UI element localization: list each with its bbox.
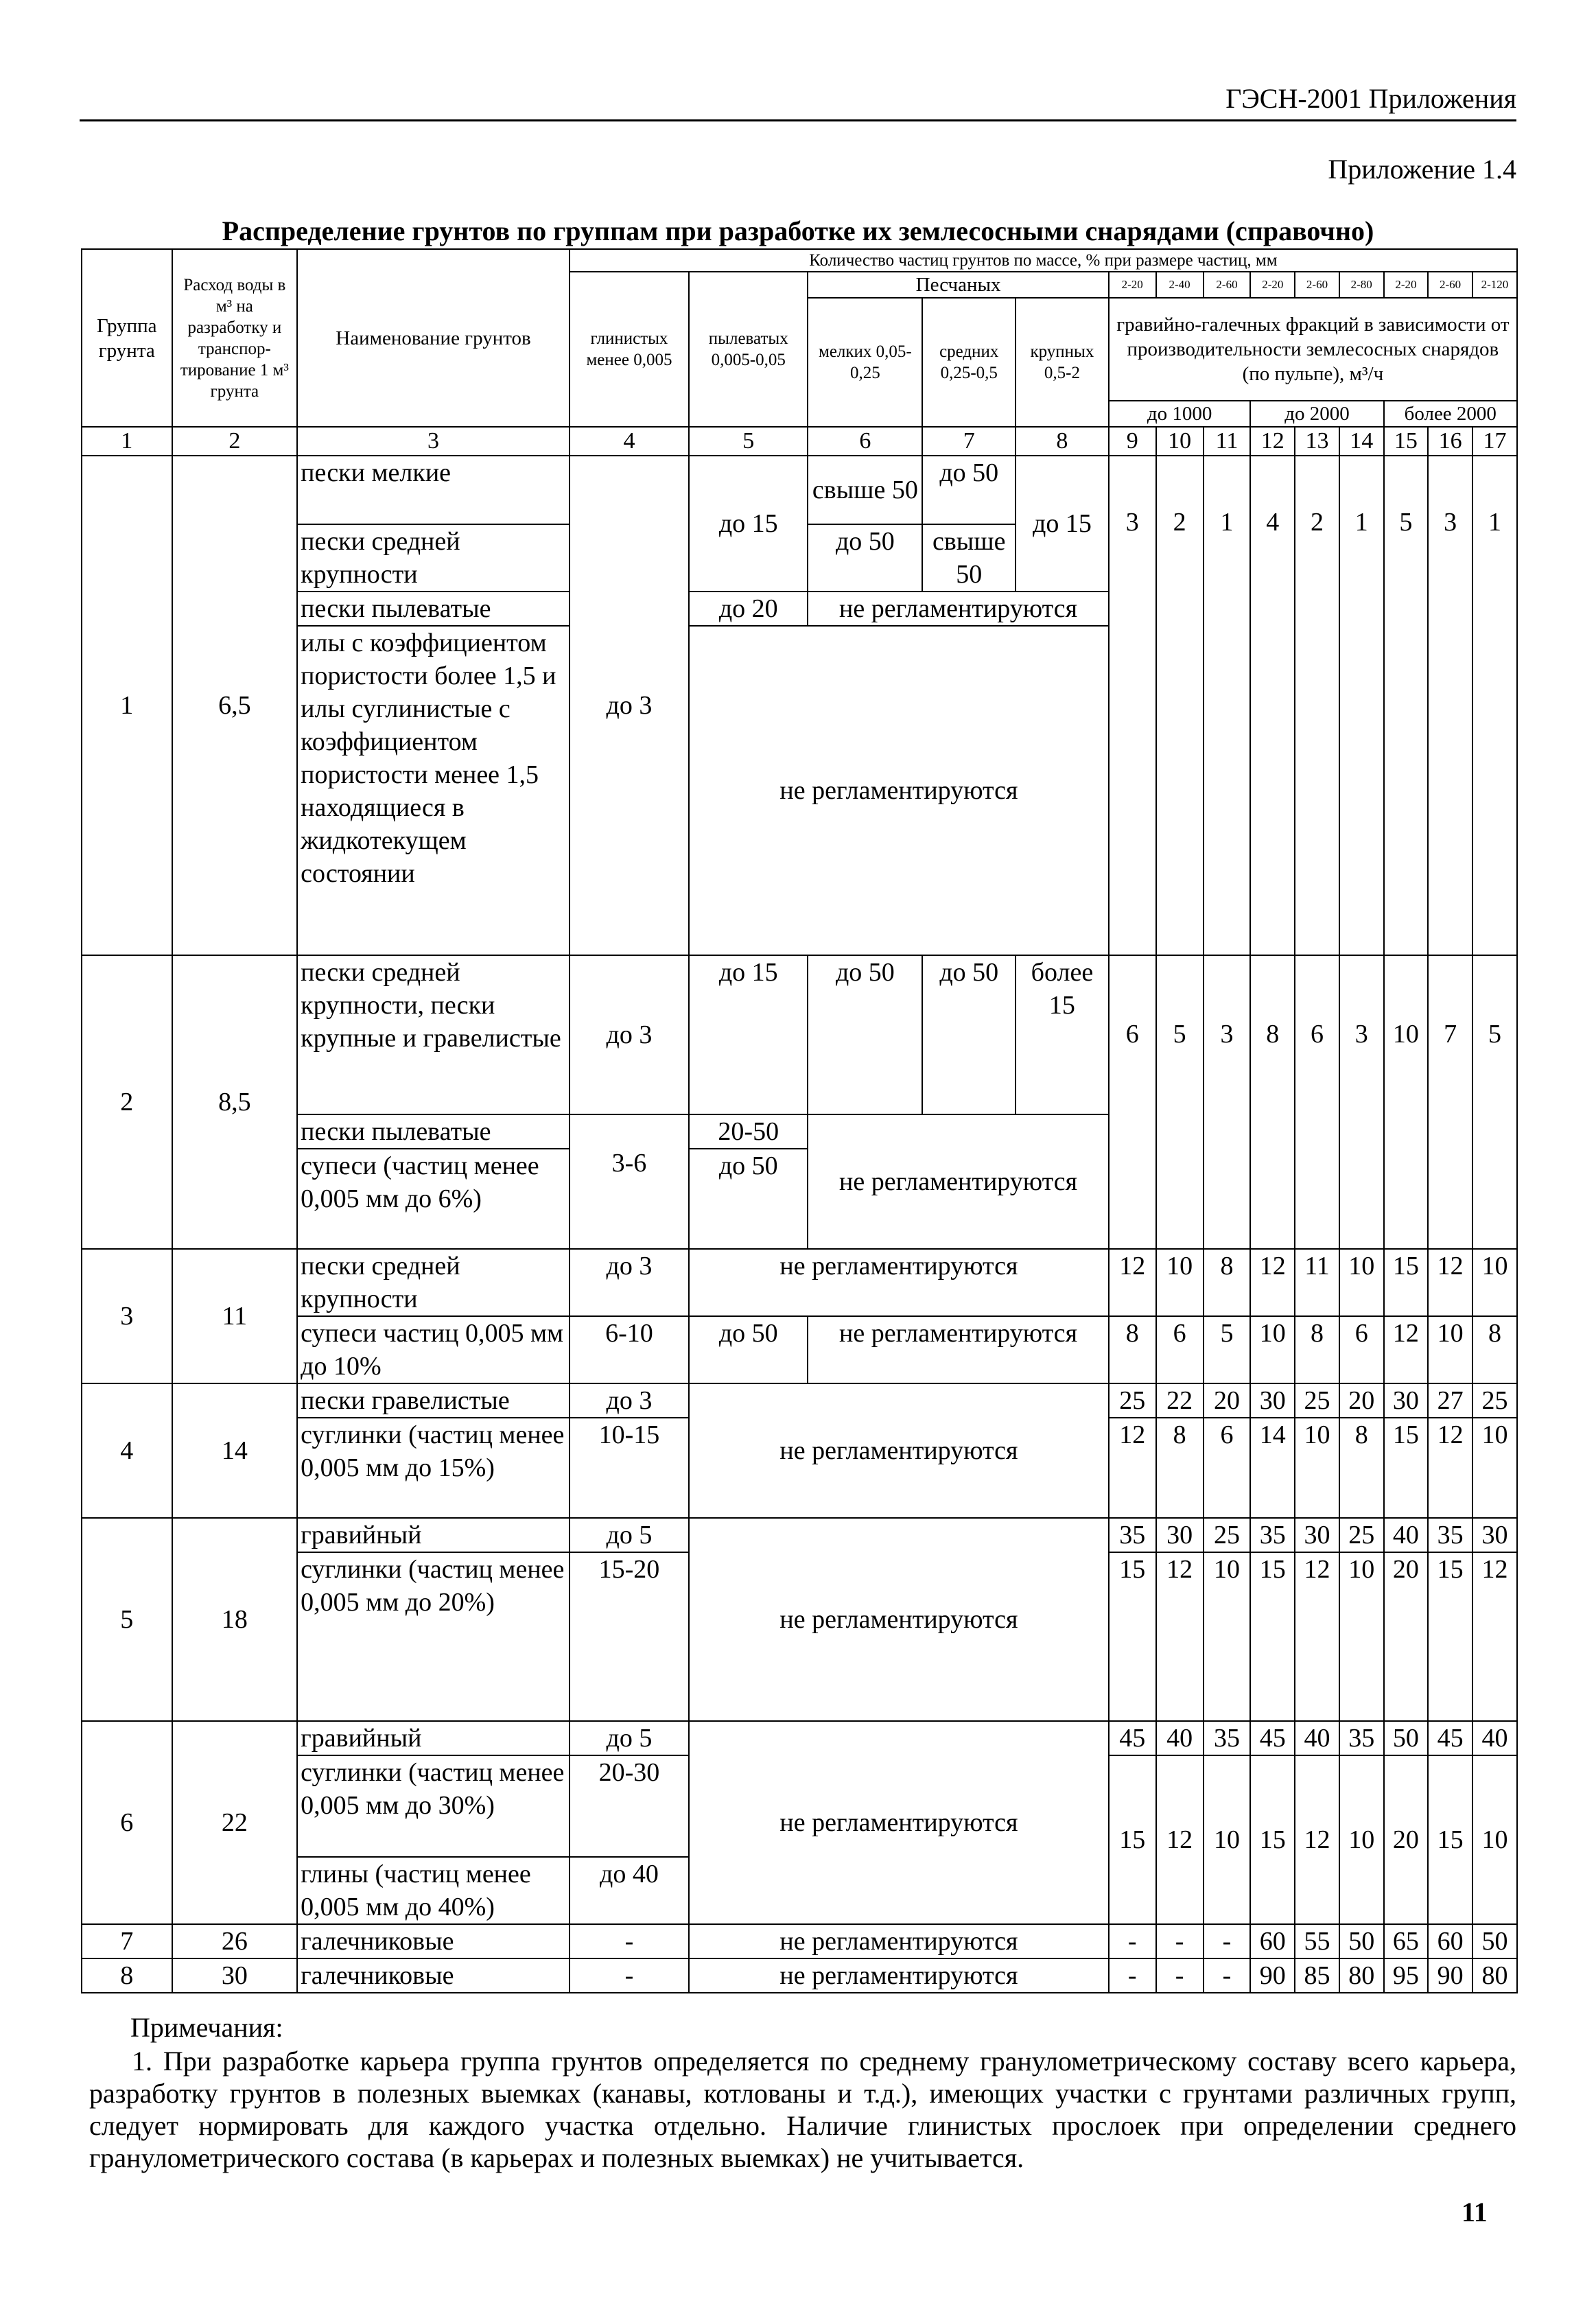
gravel-value: 10 [1250, 1316, 1295, 1383]
group-number: 5 [82, 1518, 172, 1721]
gravel-value: 45 [1250, 1721, 1295, 1755]
gravel-value: 12 [1156, 1552, 1204, 1721]
not-regulated: не регламентируются [689, 1924, 1109, 1958]
gravel-value: 10 [1204, 1552, 1251, 1721]
gravel-value: 30 [1472, 1518, 1517, 1552]
fine-sand: свыше 50 [808, 456, 922, 524]
gravel-value: 8 [1339, 1418, 1384, 1518]
header-fraction: 2-60 [1295, 272, 1339, 298]
gravel-value: 12 [1109, 1418, 1156, 1518]
gravel-value: 8 [1109, 1316, 1156, 1383]
soil-name: галечниковые [297, 1924, 570, 1958]
silt-content: до 50 [689, 1316, 808, 1383]
table-row [82, 1383, 1517, 1418]
clay-content: 15-20 [570, 1552, 689, 1721]
column-number: 16 [1428, 427, 1472, 456]
gravel-value: - [1109, 1924, 1156, 1958]
soil-name: илы с коэффициентом пористости более 1,5 и илы суглинистые с коэффициентом пористости менее 1,5 находящиеся в жидкотекущем состоянии [297, 626, 570, 955]
water-consumption: 30 [172, 1958, 298, 1993]
gravel-value: 85 [1295, 1958, 1339, 1993]
soil-name: пески средней крупности, пески крупные и гравелистые [297, 955, 570, 1114]
gravel-value: 25 [1295, 1383, 1339, 1418]
table-row [82, 1518, 1517, 1552]
column-number: 10 [1156, 427, 1204, 456]
clay-content: до 3 [570, 1249, 689, 1316]
gravel-value: 35 [1109, 1518, 1156, 1552]
header-coarse-sand: крупных 0,5-2 [1016, 298, 1109, 427]
gravel-value: 15 [1428, 1755, 1472, 1924]
gravel-value: 12 [1109, 1249, 1156, 1316]
clay-content: 10-15 [570, 1418, 689, 1518]
gravel-value: 1 [1204, 456, 1251, 955]
table-row [82, 1958, 1517, 1993]
header-fraction: 2-20 [1109, 272, 1156, 298]
table-row [82, 456, 1517, 524]
water-consumption: 11 [172, 1249, 298, 1383]
column-number: 11 [1204, 427, 1251, 456]
header-fraction: 2-120 [1472, 272, 1517, 298]
gravel-value: 15 [1384, 1418, 1429, 1518]
header-medium-sand: средних 0,25-0,5 [922, 298, 1016, 427]
gravel-value: 15 [1109, 1755, 1156, 1924]
clay-content: 3-6 [570, 1114, 689, 1249]
silt-content: до 50 [689, 1149, 808, 1249]
gravel-value: 25 [1472, 1383, 1517, 1418]
soil-name: супеси частиц 0,005 мм до 10% [297, 1316, 570, 1383]
gravel-value: 12 [1384, 1316, 1429, 1383]
gravel-value: 3 [1204, 955, 1251, 1249]
not-regulated: не регламентируются [689, 1518, 1109, 1721]
gravel-value: 5 [1204, 1316, 1251, 1383]
header-fraction: 2-40 [1156, 272, 1204, 298]
gravel-value: 6 [1156, 1316, 1204, 1383]
gravel-value: 8 [1472, 1316, 1517, 1383]
gravel-value: 10 [1384, 955, 1429, 1249]
gravel-value: 30 [1384, 1383, 1429, 1418]
column-number: 4 [570, 427, 689, 456]
soil-name: суглинки (частиц менее 0,005 мм до 30%) [297, 1755, 570, 1857]
gravel-value: 10 [1339, 1552, 1384, 1721]
gravel-value: 22 [1156, 1383, 1204, 1418]
soil-name: пески мелкие [297, 456, 570, 524]
gravel-value: 7 [1428, 955, 1472, 1249]
gravel-value: 50 [1339, 1924, 1384, 1958]
gravel-value: 20 [1204, 1383, 1251, 1418]
gravel-value: 20 [1339, 1383, 1384, 1418]
clay-content: до 5 [570, 1518, 689, 1552]
soil-name: суглинки (частиц менее 0,005 мм до 20%) [297, 1552, 570, 1721]
gravel-value: 55 [1295, 1924, 1339, 1958]
medium-sand: до 50 [922, 955, 1016, 1114]
gravel-value: 95 [1384, 1958, 1429, 1993]
gravel-value: 35 [1250, 1518, 1295, 1552]
gravel-value: 3 [1428, 456, 1472, 955]
header-fraction: 2-60 [1204, 272, 1251, 298]
column-number: 9 [1109, 427, 1156, 456]
header-clay: глинистых менее 0,005 [570, 272, 689, 427]
coarse-sand: до 15 [1016, 456, 1109, 592]
gravel-value: 35 [1339, 1721, 1384, 1755]
clay-content: до 3 [570, 456, 689, 955]
gravel-value: 10 [1428, 1316, 1472, 1383]
gravel-value: 2 [1156, 456, 1204, 955]
clay-content: до 3 [570, 1383, 689, 1418]
gravel-value: 8 [1156, 1418, 1204, 1518]
gravel-value: 25 [1204, 1518, 1251, 1552]
column-number: 5 [689, 427, 808, 456]
gravel-value: 25 [1339, 1518, 1384, 1552]
column-number: 2 [172, 427, 298, 456]
table-row [82, 955, 1517, 1114]
gravel-value: 80 [1339, 1958, 1384, 1993]
gravel-value: 14 [1250, 1418, 1295, 1518]
table-row [82, 1316, 1517, 1383]
column-number: 8 [1016, 427, 1109, 456]
column-number: 6 [808, 427, 922, 456]
notes-heading: Примечания: [130, 2012, 283, 2043]
group-number: 1 [82, 456, 172, 955]
soil-name: глины (частиц менее 0,005 мм до 40%) [297, 1857, 570, 1924]
clay-content: - [570, 1958, 689, 1993]
gravel-value: 15 [1250, 1755, 1295, 1924]
gravel-value: 35 [1428, 1518, 1472, 1552]
gravel-value: 3 [1109, 456, 1156, 955]
soil-name: пески средней крупности [297, 1249, 570, 1316]
gravel-value: 8 [1204, 1249, 1251, 1316]
clay-content: - [570, 1924, 689, 1958]
soil-name: гравийный [297, 1518, 570, 1552]
header-particle-content: Количество частиц грунтов по массе, % при размере частиц, мм [570, 249, 1517, 272]
header-fraction: 2-80 [1339, 272, 1384, 298]
header-productivity: более 2000 [1384, 401, 1517, 427]
gravel-value: 6 [1109, 955, 1156, 1249]
soil-name: гравийный [297, 1721, 570, 1755]
column-number: 1 [82, 427, 172, 456]
silt-content: 20-50 [689, 1114, 808, 1149]
not-regulated: не регламентируются [689, 1958, 1109, 1993]
gravel-value: 1 [1339, 456, 1384, 955]
gravel-value: 25 [1109, 1383, 1156, 1418]
group-number: 7 [82, 1924, 172, 1958]
gravel-value: 40 [1384, 1518, 1429, 1552]
header-water-consumption: Расход воды в м³ на разработку и транспор-тирование 1 м³ грунта [172, 249, 298, 427]
fine-sand: до 50 [808, 524, 922, 592]
gravel-value: 3 [1339, 955, 1384, 1249]
gravel-value: 11 [1295, 1249, 1339, 1316]
gravel-value: 10 [1339, 1755, 1384, 1924]
soil-name: суглинки (частиц менее 0,005 мм до 15%) [297, 1418, 570, 1518]
gravel-value: 5 [1156, 955, 1204, 1249]
gravel-value: 2 [1295, 456, 1339, 955]
gravel-value: 10 [1472, 1755, 1517, 1924]
gravel-value: - [1204, 1924, 1251, 1958]
header-gravel-fractions: гравийно-галечных фракций в зависимости от производительности землесосных снарядов (по пульпе), м³/ч [1109, 298, 1517, 401]
water-consumption: 26 [172, 1924, 298, 1958]
gravel-value: 8 [1295, 1316, 1339, 1383]
clay-content: до 5 [570, 1721, 689, 1755]
gravel-value: 10 [1204, 1755, 1251, 1924]
clay-content: 20-30 [570, 1755, 689, 1857]
group-number: 8 [82, 1958, 172, 1993]
not-regulated: не регламентируются [689, 1721, 1109, 1924]
gravel-value: 6 [1339, 1316, 1384, 1383]
not-regulated: не регламентируются [808, 592, 1108, 626]
table-title: Распределение грунтов по группам при разработке их землесосными снарядами (справочно) [222, 215, 1374, 246]
gravel-value: 12 [1295, 1755, 1339, 1924]
soil-name: галечниковые [297, 1958, 570, 1993]
silt-content: до 20 [689, 592, 808, 626]
gravel-value: - [1109, 1958, 1156, 1993]
table-row [82, 1924, 1517, 1958]
gravel-value: 10 [1472, 1249, 1517, 1316]
water-consumption: 14 [172, 1383, 298, 1518]
group-number: 4 [82, 1383, 172, 1518]
gravel-value: 60 [1428, 1924, 1472, 1958]
header-productivity: до 1000 [1109, 401, 1251, 427]
gravel-value: 30 [1156, 1518, 1204, 1552]
column-number: 17 [1472, 427, 1517, 456]
gravel-value: 15 [1428, 1552, 1472, 1721]
column-number: 3 [297, 427, 570, 456]
soil-name: пески пылеватые [297, 1114, 570, 1149]
water-consumption: 18 [172, 1518, 298, 1721]
header-fraction: 2-20 [1250, 272, 1295, 298]
group-number: 6 [82, 1721, 172, 1924]
gravel-value: 20 [1384, 1552, 1429, 1721]
header-soil-name: Наименование грунтов [297, 249, 570, 427]
not-regulated: не регламентируются [689, 1383, 1109, 1518]
gravel-value: 60 [1250, 1924, 1295, 1958]
fine-sand: до 50 [808, 955, 922, 1114]
clay-content: до 40 [570, 1857, 689, 1924]
appendix-number: Приложение 1.4 [1328, 154, 1516, 185]
table-row [82, 1721, 1517, 1755]
gravel-value: 6 [1204, 1418, 1251, 1518]
column-number: 7 [922, 427, 1016, 456]
gravel-value: 90 [1428, 1958, 1472, 1993]
gravel-value: 6 [1295, 955, 1339, 1249]
gravel-value: 4 [1250, 456, 1295, 955]
header-sand: Песчаных [808, 272, 1108, 298]
header-silt: пылеватых 0,005-0,05 [689, 272, 808, 427]
gravel-value: 40 [1472, 1721, 1517, 1755]
gravel-value: 35 [1204, 1721, 1251, 1755]
gravel-value: 12 [1295, 1552, 1339, 1721]
water-consumption: 22 [172, 1721, 298, 1924]
gravel-value: 5 [1384, 456, 1429, 955]
gravel-value: 8 [1250, 955, 1295, 1249]
gravel-value: 12 [1472, 1552, 1517, 1721]
column-number: 13 [1295, 427, 1339, 456]
gravel-value: 27 [1428, 1383, 1472, 1418]
gravel-value: 1 [1472, 456, 1517, 955]
clay-content: до 3 [570, 955, 689, 1114]
medium-sand: до 50 [922, 456, 1016, 524]
header-fraction: 2-20 [1384, 272, 1429, 298]
soil-name: пески гравелистые [297, 1383, 570, 1418]
silt-content: до 15 [689, 456, 808, 592]
gravel-value: 45 [1109, 1721, 1156, 1755]
header-productivity: до 2000 [1250, 401, 1383, 427]
coarse-sand: более 15 [1016, 955, 1109, 1114]
soil-groups-table [81, 248, 1518, 1993]
gravel-value: 15 [1384, 1249, 1429, 1316]
soil-name: пески средней крупности [297, 524, 570, 592]
gravel-value: 12 [1250, 1249, 1295, 1316]
table-row [82, 1249, 1517, 1316]
header-group: Группа грунта [82, 249, 172, 427]
column-number: 12 [1250, 427, 1295, 456]
gravel-value: 50 [1472, 1924, 1517, 1958]
gravel-value: 40 [1156, 1721, 1204, 1755]
not-regulated: не регламентируются [808, 1316, 1108, 1383]
gravel-value: 15 [1250, 1552, 1295, 1721]
column-number: 15 [1384, 427, 1429, 456]
clay-content: 6-10 [570, 1316, 689, 1383]
gravel-value: 12 [1428, 1249, 1472, 1316]
gravel-value: 5 [1472, 955, 1517, 1249]
water-consumption: 8,5 [172, 955, 298, 1249]
header-fine-sand: мелких 0,05-0,25 [808, 298, 922, 427]
gravel-value: - [1156, 1924, 1204, 1958]
running-header: ГЭСН-2001 Приложения [80, 81, 1516, 121]
page-number: 11 [1462, 2197, 1488, 2227]
gravel-value: 15 [1109, 1552, 1156, 1721]
soil-name: супеси (частиц менее 0,005 мм до 6%) [297, 1149, 570, 1249]
gravel-value: 12 [1156, 1755, 1204, 1924]
gravel-value: 10 [1295, 1418, 1339, 1518]
silt-content: до 15 [689, 955, 808, 1114]
note-text: 1. При разработке карьера группа грунтов определяется по среднему гранулометрическому составу всего карьера, разработку грунтов в полезных выемках (канавы, котлованы и т.д.), имеющих участки с грунтами различных групп, следует нормировать для каждого участка отдельно. Наличие глинистых прослоек при определении среднего гранулометрического состава (в карьерах и полезных выемках) не учитывается. [89, 2046, 1516, 2173]
gravel-value: - [1156, 1958, 1204, 1993]
gravel-value: 90 [1250, 1958, 1295, 1993]
gravel-value: 80 [1472, 1958, 1517, 1993]
not-regulated: не регламентируются [808, 1114, 1108, 1249]
gravel-value: 10 [1472, 1418, 1517, 1518]
gravel-value: 65 [1384, 1924, 1429, 1958]
gravel-value: 30 [1250, 1383, 1295, 1418]
gravel-value: 12 [1428, 1418, 1472, 1518]
gravel-value: 45 [1428, 1721, 1472, 1755]
header-fraction: 2-60 [1428, 272, 1472, 298]
gravel-value: - [1204, 1958, 1251, 1993]
gravel-value: 10 [1339, 1249, 1384, 1316]
gravel-value: 40 [1295, 1721, 1339, 1755]
gravel-value: 50 [1384, 1721, 1429, 1755]
soil-name: пески пылеватые [297, 592, 570, 626]
gravel-value: 30 [1295, 1518, 1339, 1552]
gravel-value: 10 [1156, 1249, 1204, 1316]
gravel-value: 20 [1384, 1755, 1429, 1924]
medium-sand: свыше 50 [922, 524, 1016, 592]
group-number: 2 [82, 955, 172, 1249]
group-number: 3 [82, 1249, 172, 1383]
column-number: 14 [1339, 427, 1384, 456]
not-regulated: не регламентируются [689, 1249, 1109, 1316]
not-regulated: не регламентируются [689, 626, 1109, 955]
water-consumption: 6,5 [172, 456, 298, 955]
